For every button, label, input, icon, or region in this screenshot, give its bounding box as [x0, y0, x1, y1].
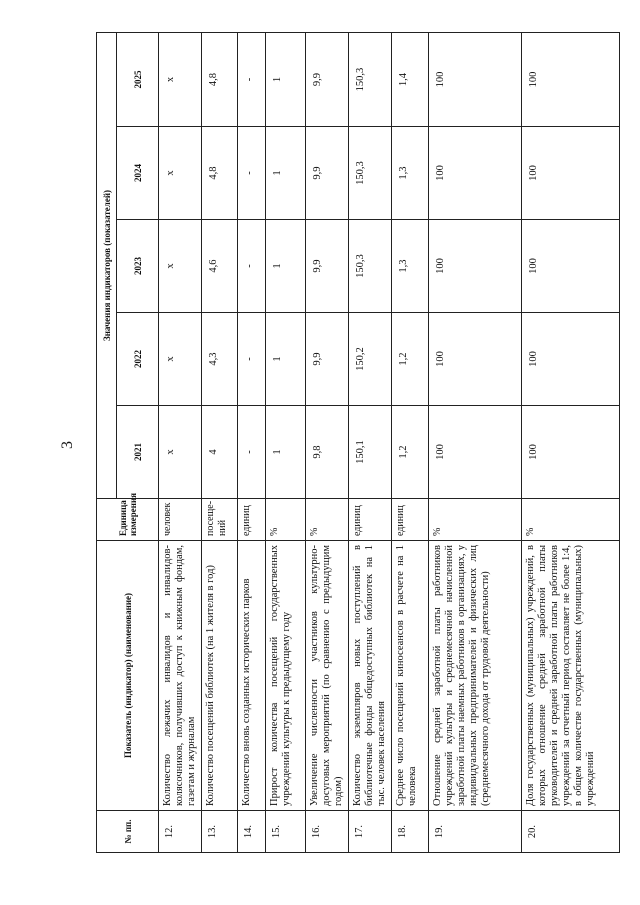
table-row [266, 32, 306, 852]
value-cell: - [238, 313, 266, 406]
value-cell: 9,9 [306, 313, 349, 406]
value-cell: 100 [522, 32, 620, 126]
header-year: 2024 [117, 127, 159, 220]
row-number: 13. [202, 811, 238, 853]
value-cell: 1 [266, 220, 306, 313]
row-number: 12. [159, 811, 202, 853]
unit-cell: % [306, 499, 349, 541]
indicator-name: Количество вновь созданных исторических парков [238, 541, 266, 811]
unit-cell: единиц [392, 499, 429, 541]
table-row [392, 32, 429, 852]
indicator-name: Доля государственных (муниципальных) учреждений, в которых отношение средней заработной платы руководителей и средней заработной платы работников учреждений за отчетный период составляет не более 1:4, в общем количестве государственных (муниципальных) учреждений [522, 541, 620, 811]
value-cell: - [238, 127, 266, 220]
value-cell: 100 [429, 406, 522, 499]
value-cell: 150,3 [349, 127, 392, 220]
unit-cell: % [429, 499, 522, 541]
value-cell: 100 [429, 220, 522, 313]
indicator-name: Прирост количества посещений государственных учреждений культуры к предыдущему году [266, 541, 306, 811]
value-cell: - [238, 406, 266, 499]
value-cell: 1,3 [392, 127, 429, 220]
value-cell: 100 [522, 406, 620, 499]
page-number: 3 [59, 441, 76, 449]
value-cell: х [159, 220, 202, 313]
header-year: 2022 [117, 313, 159, 406]
value-cell: 9,9 [306, 220, 349, 313]
indicator-name: Увеличение численности участников культурно-досуговых мероприятий (по сравнению с предыдущим годом) [306, 541, 349, 811]
indicator-name: Среднее число посещений киносеансов в расчете на 1 человека [392, 541, 429, 811]
row-number: 15. [266, 811, 306, 853]
table-row [238, 32, 266, 852]
value-cell: 9,9 [306, 32, 349, 126]
header-values-group: Значения индикаторов (показателей) [97, 32, 117, 498]
value-cell: 1 [266, 313, 306, 406]
value-cell: 1,2 [392, 406, 429, 499]
table-row [522, 32, 620, 852]
indicator-name: Количество посещений библиотек (на 1 жителя в год) [202, 541, 238, 811]
header-row-1 [97, 32, 117, 852]
table-row [349, 32, 392, 852]
row-number: 14. [238, 811, 266, 853]
header-year: 2021 [117, 406, 159, 499]
value-cell: 100 [429, 313, 522, 406]
table-row [429, 32, 522, 852]
value-cell: 4,6 [202, 220, 238, 313]
value-cell: 1 [266, 127, 306, 220]
row-number: 20. [522, 811, 620, 853]
unit-cell: единиц [349, 499, 392, 541]
header-year: 2023 [117, 220, 159, 313]
unit-cell: человек [159, 499, 202, 541]
unit-cell: % [266, 499, 306, 541]
value-cell: 1,4 [392, 32, 429, 126]
value-cell: 100 [429, 32, 522, 126]
value-cell: х [159, 406, 202, 499]
value-cell: 150,3 [349, 32, 392, 126]
value-cell: 150,3 [349, 220, 392, 313]
value-cell: 1 [266, 406, 306, 499]
row-number: 19. [429, 811, 522, 853]
value-cell: х [159, 32, 202, 126]
indicator-name: Отношение средней заработной платы работников учреждений культуры и среднемесячной начисленной заработной платы наемных работников в организациях, у индивидуальных предпринимателей и физических лиц (среднемесячного дохода от трудовой деятельности) [429, 541, 522, 811]
table-row [306, 32, 349, 852]
value-cell: - [238, 32, 266, 126]
row-number: 17. [349, 811, 392, 853]
value-cell: - [238, 220, 266, 313]
indicator-name: Количество экземпляров новых поступлений в библиотечные фонды общедоступных библиотек на 1 тыс. человек населения [349, 541, 392, 811]
header-num: № пп. [97, 811, 159, 853]
indicator-name: Количество лежачих инвалидов и инвалидов-колясочников, получивших доступ к книжным фондам, газетам и журналам [159, 541, 202, 811]
value-cell: 1 [266, 32, 306, 126]
table-row [202, 32, 238, 852]
unit-cell: % [522, 499, 620, 541]
value-cell: 4,8 [202, 32, 238, 126]
value-cell: 9,9 [306, 127, 349, 220]
value-cell: 1,2 [392, 313, 429, 406]
value-cell: 4 [202, 406, 238, 499]
rotated-table-container [96, 33, 596, 853]
value-cell: 9,8 [306, 406, 349, 499]
value-cell: 100 [429, 127, 522, 220]
indicators-table [96, 32, 620, 853]
table-row [159, 32, 202, 852]
header-indicator: Показатель (индикатор) (наименование) [97, 541, 159, 811]
value-cell: х [159, 313, 202, 406]
row-number: 18. [392, 811, 429, 853]
header-year: 2025 [117, 32, 159, 126]
value-cell: 150,1 [349, 406, 392, 499]
value-cell: 100 [522, 127, 620, 220]
unit-cell: посеще-ний [202, 499, 238, 541]
value-cell: 100 [522, 220, 620, 313]
unit-cell: единиц [238, 499, 266, 541]
value-cell: х [159, 127, 202, 220]
value-cell: 150,2 [349, 313, 392, 406]
value-cell: 1,3 [392, 220, 429, 313]
value-cell: 4,3 [202, 313, 238, 406]
value-cell: 100 [522, 313, 620, 406]
header-unit: Единица измерения [97, 499, 159, 541]
value-cell: 4,8 [202, 127, 238, 220]
row-number: 16. [306, 811, 349, 853]
